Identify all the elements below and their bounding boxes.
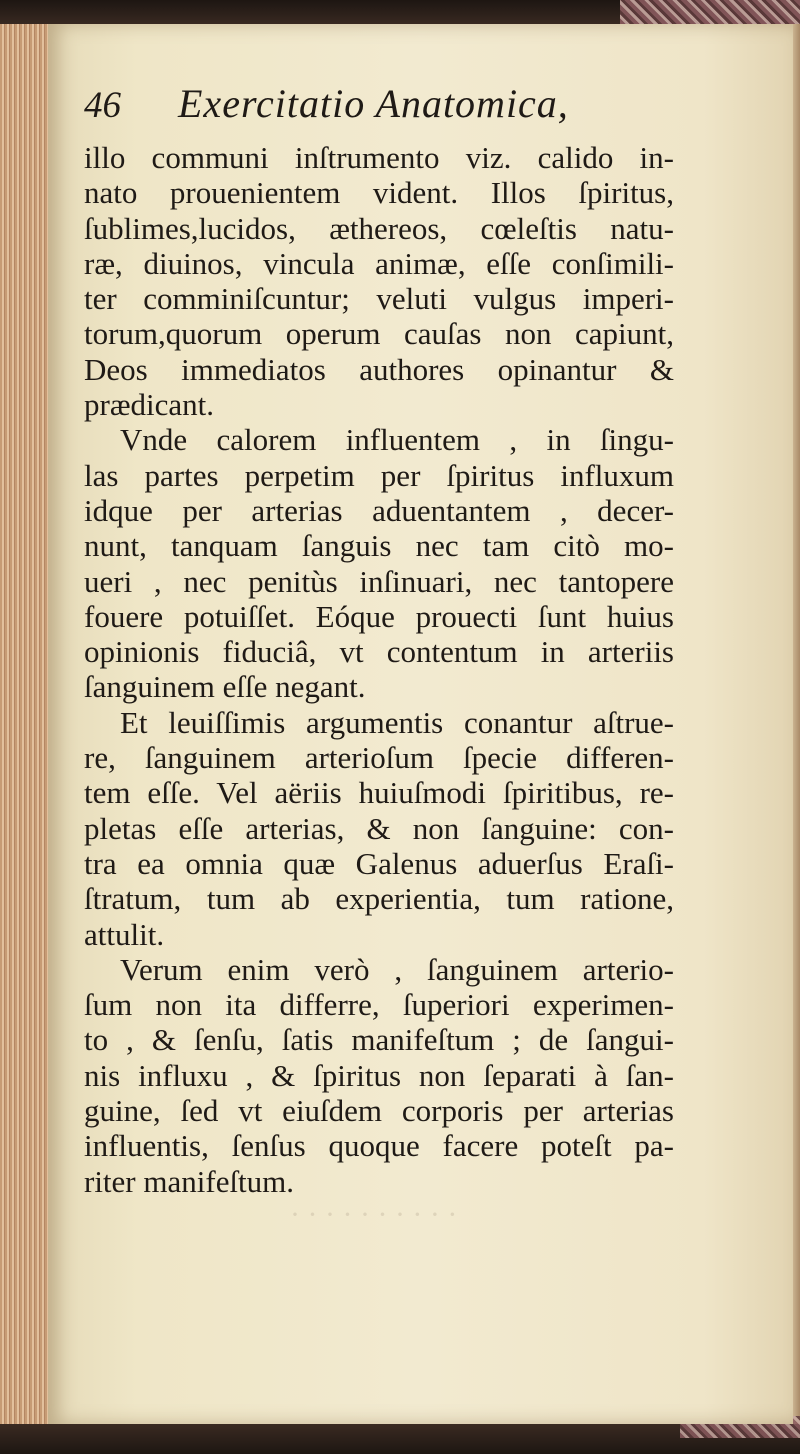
text-line: las partes perpetim per ſpiritus influxum <box>84 457 674 493</box>
page-number: 46 <box>84 85 121 126</box>
page-edges-left <box>0 24 50 1424</box>
text-line: ræ, diuinos, vincula animæ, eſſe conſimili- <box>84 245 674 281</box>
text-line: nato prouenientem vident. Illos ſpiritus, <box>84 175 674 211</box>
text-line: torum,quorum operum cauſas non capiunt, <box>84 316 674 352</box>
text-line: opinionis fiduciâ, vt contentum in arteriis <box>84 634 674 670</box>
running-head <box>84 80 644 136</box>
show-through-ink: · · · · · · · · · · <box>290 1198 458 1231</box>
text-line: nis influxu , & ſpiritus non ſeparati à ſan- <box>84 1057 674 1093</box>
body-text <box>84 140 674 1199</box>
text-line: idque per arterias aduentantem , decer- <box>84 492 674 528</box>
text-line: ſublimes,lucidos, æthereos, cœleſtis natu- <box>84 210 674 246</box>
text-line: tra ea omnia quæ Galenus aduerſus Eraſi- <box>84 845 674 881</box>
text-line: ueri , nec penitùs inſinuari, nec tantopere <box>84 563 674 599</box>
text-line: to , & ſenſu, ſatis manifeſtum ; de ſangui- <box>84 1022 674 1058</box>
text-line: tem eſſe. Vel aëriis huiuſmodi ſpiritibus, re- <box>84 775 674 811</box>
text-line: nunt, tanquam ſanguis nec tam citò mo- <box>84 528 674 564</box>
text-line: ſanguinem eſſe negant. <box>84 669 366 705</box>
text-line: pletas eſſe arterias, & non ſanguine: con- <box>84 810 674 846</box>
headband-decoration <box>620 0 800 24</box>
text-line: prædicant. <box>84 387 214 423</box>
running-title: Exercitatio Anatomica, <box>178 81 569 126</box>
text-line: Vnde calorem influentem , in ſingu- <box>120 422 674 458</box>
text-line: Deos immediatos authores opinantur & <box>84 351 674 387</box>
text-line: ter comminiſcuntur; veluti vulgus imperi- <box>84 281 674 317</box>
text-line: re, ſanguinem arterioſum ſpecie differen- <box>84 740 674 776</box>
text-line: influentis, ſenſus quoque facere poteſt pa- <box>84 1128 674 1164</box>
text-line: Et leuiſſimis argumentis conantur aſtrue- <box>120 704 674 740</box>
text-line: illo communi inſtrumento viz. calido in- <box>84 140 674 175</box>
text-line: riter manifeſtum. <box>84 1163 295 1199</box>
text-line: guine, ſed vt eiuſdem corporis per arterias <box>84 1093 674 1129</box>
text-line: attulit. <box>84 916 165 952</box>
text-line: ſum non ita differre, ſuperiori experimen- <box>84 987 674 1023</box>
text-line: ſtratum, tum ab experientia, tum ratione, <box>84 881 674 917</box>
text-line: fouere potuiſſet. Eóque prouecti ſunt huius <box>84 598 674 634</box>
text-line: Verum enim verò , ſanguinem arterio- <box>120 951 674 987</box>
